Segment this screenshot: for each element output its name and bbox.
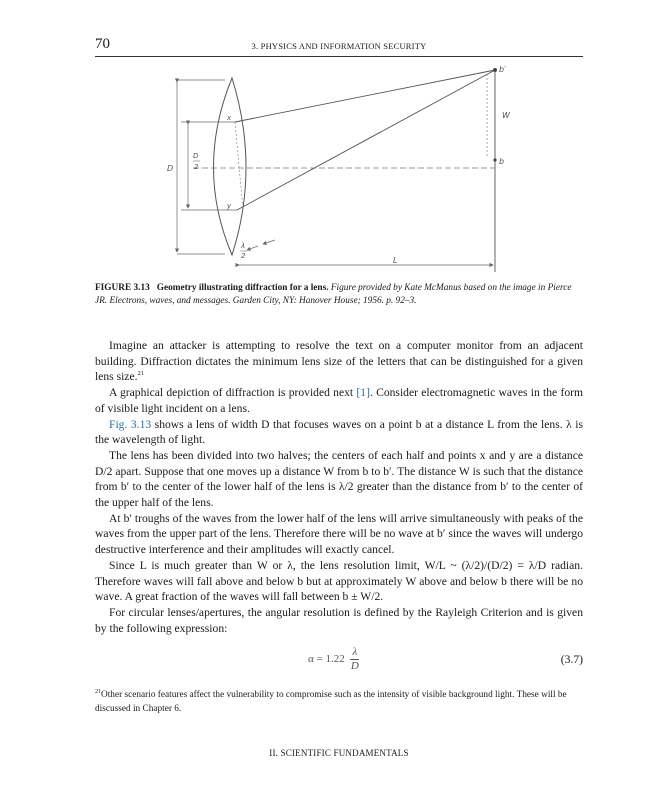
label-x: x — [227, 114, 232, 122]
label-l: L — [393, 256, 398, 265]
label-lambda-den: 2 — [241, 252, 246, 260]
paragraph-5: At b′ troughs of the waves from the lower half of the lens will arrive simultaneously with peaks of the waves from the upper part of the lens. Therefore there will be no wave at b′ since the waves will undergo destructive interference and their amplitudes will exactly cancel. — [95, 511, 583, 557]
ray-upper — [235, 70, 495, 122]
chord-dashed — [235, 122, 243, 210]
page-header — [95, 36, 583, 56]
label-d-half-num: D — [193, 152, 199, 160]
footnote — [95, 688, 583, 716]
footnote-ref[interactable]: 21 — [137, 370, 144, 378]
point-b — [493, 158, 496, 161]
paragraph-4: The lens has been divided into two halves; the centers of each half and points x and y are a distance D/2 apart. Suppose that one moves up a distance W from b to b′. The distance W is such that the distance from b′ to the center of the lower half of the lens is λ/2 greater than the distance from b′ to the center of the upper half of the lens. — [95, 448, 583, 510]
caption-title: Geometry illustrating diffraction for a lens. — [156, 283, 329, 293]
equation-denominator: D — [350, 660, 359, 672]
equation-lhs: α = 1.22 — [308, 653, 345, 666]
paragraph-1 — [95, 338, 583, 385]
label-lambda-num: λ — [241, 242, 246, 250]
equation-numerator: λ — [352, 646, 358, 658]
lens-diffraction-diagram — [155, 60, 525, 275]
header-rule — [95, 56, 583, 57]
label-d-half-den: 2 — [194, 163, 199, 171]
equation-fraction — [350, 646, 359, 673]
equation-3-7 — [95, 644, 583, 678]
page-footer: II. SCIENTIFIC FUNDAMENTALS — [269, 748, 409, 758]
page-number: 70 — [95, 36, 110, 52]
label-d: D — [167, 164, 174, 173]
caption-credit: Figure provided by Kate McManus based on the image in Pierce JR. Electrons, waves, and messages. Garden City, NY: Hanover House; 1956. p. 92–3. — [95, 283, 572, 306]
caption-label: FIGURE 3.13 — [95, 283, 150, 293]
body-text — [95, 338, 583, 636]
paragraph-7: For circular lenses/apertures, the angular resolution is defined by the Rayleigh Criterion and is given by the following expression: — [95, 605, 583, 635]
paragraph-2-text-b: . Consider electromagnetic waves in the form of visible light incident on a lens. — [95, 386, 583, 415]
lens-shape — [214, 78, 247, 255]
paragraph-3 — [95, 417, 583, 448]
paragraph-2 — [95, 385, 583, 416]
label-b: b — [499, 157, 505, 166]
paragraph-6: Since L is much greater than W or λ, the lens resolution limit, W/L ~ (λ/2)/(D/2) = λ/D radian. Therefore waves will fall above and below b but at approximately W above and below b there will be no wave. A great fraction of the waves will fall between b ± W/2. — [95, 558, 583, 604]
footnote-text: Other scenario features affect the vulnerability to compromise such as the intensity of visible background light. These will be discussed in Chapter 6. — [95, 690, 567, 714]
paragraph-3-text: shows a lens of width D that focuses waves on a point b at a distance L from the lens. λ is the wavelength of light. — [95, 417, 583, 447]
citation-link[interactable]: [1] — [356, 386, 370, 400]
running-head: 3. PHYSICS AND INFORMATION SECURITY — [251, 41, 427, 51]
label-y: y — [227, 202, 232, 210]
equation-number: (3.7) — [560, 653, 583, 666]
figure-caption — [95, 282, 583, 307]
label-b-prime: b′ — [499, 65, 506, 74]
paragraph-2-text-a: A graphical depiction of diffraction is provided next — [109, 386, 357, 400]
equation-body — [308, 646, 359, 673]
footnote-mark: 21 — [95, 688, 101, 695]
figure-3-13 — [155, 60, 525, 275]
ray-lower — [237, 70, 495, 210]
label-w: W — [502, 111, 510, 120]
point-b-prime — [493, 68, 497, 72]
paragraph-1-text: Imagine an attacker is attempting to resolve the text on a computer monitor from an adjacent building. Diffraction dictates the minimum lens size of the letters that can be distinguished for a given lens size. — [95, 339, 583, 384]
figure-link[interactable]: Fig. 3.13 — [109, 417, 152, 431]
